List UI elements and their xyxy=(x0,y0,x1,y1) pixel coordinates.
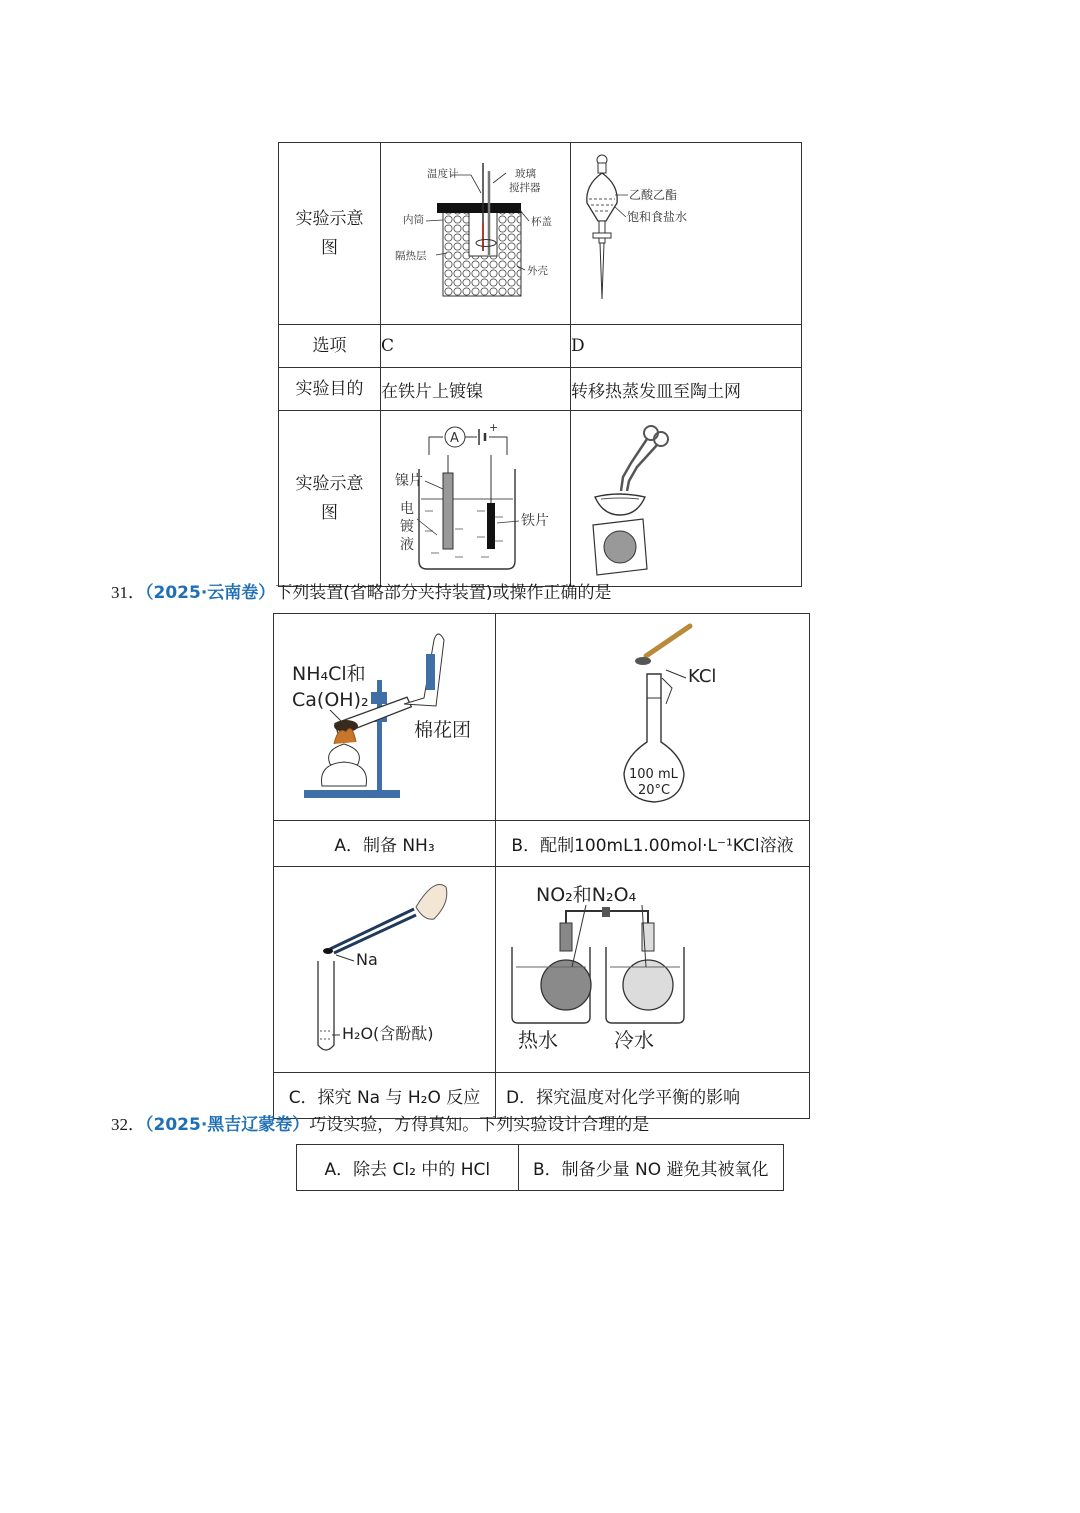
row-label-purpose: 实验目的 xyxy=(279,368,381,411)
label-stirrer-1: 玻璃 xyxy=(515,168,536,180)
separatory-funnel-diagram xyxy=(571,143,801,319)
label-thermometer: 温度计 xyxy=(427,168,459,180)
purpose-d: 转移热蒸发皿至陶土网 xyxy=(571,368,802,411)
label-cold: 冷水 xyxy=(614,1028,654,1052)
label-stirrer-2: 搅拌器 xyxy=(509,182,541,194)
battery-plus: + xyxy=(489,421,499,434)
caption-32-b: B．制备少量 NO 避免其被氧化 xyxy=(518,1145,783,1191)
label-cotton: 棉花团 xyxy=(414,719,472,741)
label-iron: 铁片 xyxy=(521,513,549,529)
label-lid: 杯盖 xyxy=(531,216,552,228)
label-caoh2: Ca(OH)₂ xyxy=(292,689,369,711)
tongs-evaporating-dish-diagram xyxy=(571,411,801,581)
option-b-diagram-cell xyxy=(496,614,810,821)
caption-c: C．探究 Na 与 H₂O 反应 xyxy=(274,1073,496,1119)
volumetric-flask-diagram xyxy=(496,614,809,815)
option-d-diagram-cell xyxy=(496,867,810,1073)
question-32-number: 32． xyxy=(111,1115,145,1134)
label-insulation: 隔热层 xyxy=(395,250,427,262)
experiment-table-32 xyxy=(296,1144,784,1191)
label-inner: 内筒 xyxy=(403,214,424,226)
label-shell: 外壳 xyxy=(527,265,548,277)
question-31-text: 下列装置(省略部分夹持装置)或操作正确的是 xyxy=(275,583,612,603)
experiment-table-cd xyxy=(278,142,802,587)
caption-d: D．探究温度对化学平衡的影响 xyxy=(496,1073,810,1119)
question-32 xyxy=(111,1110,649,1135)
label-nh4cl: NH₄Cl和 xyxy=(292,663,366,685)
label-kcl: KCl xyxy=(688,666,717,687)
label-solution-3: 液 xyxy=(400,537,414,553)
label-water: H₂O(含酚酞) xyxy=(342,1024,434,1043)
caption-32-a: A．除去 Cl₂ 中的 HCl xyxy=(297,1145,519,1191)
calorimeter-diagram-cell xyxy=(381,143,571,325)
ammeter-label: A xyxy=(450,431,459,446)
option-a-diagram-cell xyxy=(274,614,496,821)
question-31 xyxy=(111,578,612,603)
electroplating-diagram xyxy=(381,411,570,581)
sodium-water-diagram xyxy=(274,867,495,1067)
label-ethyl-acetate: 乙酸乙酯 xyxy=(629,188,678,202)
calorimeter-diagram xyxy=(381,143,570,319)
label-hot: 热水 xyxy=(518,1028,558,1052)
experiment-table-31 xyxy=(273,613,810,1119)
row-label-option: 选项 xyxy=(279,325,381,368)
caption-a: A．制备 NH₃ xyxy=(274,821,496,867)
question-32-text: 巧设实验，方得真知。下列实验设计合理的是 xyxy=(309,1115,650,1135)
plating-diagram-cell xyxy=(381,411,571,587)
label-solution-2: 镀 xyxy=(400,519,414,535)
crucible-tongs-cell xyxy=(571,411,802,587)
label-temp: 20°C xyxy=(638,783,671,798)
row-label-diagram-1: 实验示意图 xyxy=(279,143,381,325)
purpose-c: 在铁片上镀镍 xyxy=(381,368,571,411)
question-31-number: 31． xyxy=(111,583,145,602)
label-brine: 饱和食盐水 xyxy=(627,210,688,224)
caption-b: B．配制100mL1.00mol·L⁻¹KCl溶液 xyxy=(496,821,810,867)
no2-equilibrium-diagram xyxy=(496,867,809,1067)
option-d: D xyxy=(571,325,802,368)
label-nickel: 镍片 xyxy=(395,473,423,489)
row-label-diagram-2: 实验示意图 xyxy=(279,411,381,587)
label-na: Na xyxy=(356,950,378,969)
option-c-diagram-cell xyxy=(274,867,496,1073)
label-gas: NO₂和N₂O₄ xyxy=(536,884,637,906)
question-31-source: （2025·云南卷） xyxy=(145,583,276,603)
label-volume: 100 mL xyxy=(629,767,678,782)
label-solution-1: 电 xyxy=(400,501,414,517)
ammonia-preparation-diagram xyxy=(274,614,495,815)
option-c: C xyxy=(381,325,571,368)
question-32-source: （2025·黑吉辽蒙卷） xyxy=(145,1115,310,1135)
separatory-funnel-cell xyxy=(571,143,802,325)
